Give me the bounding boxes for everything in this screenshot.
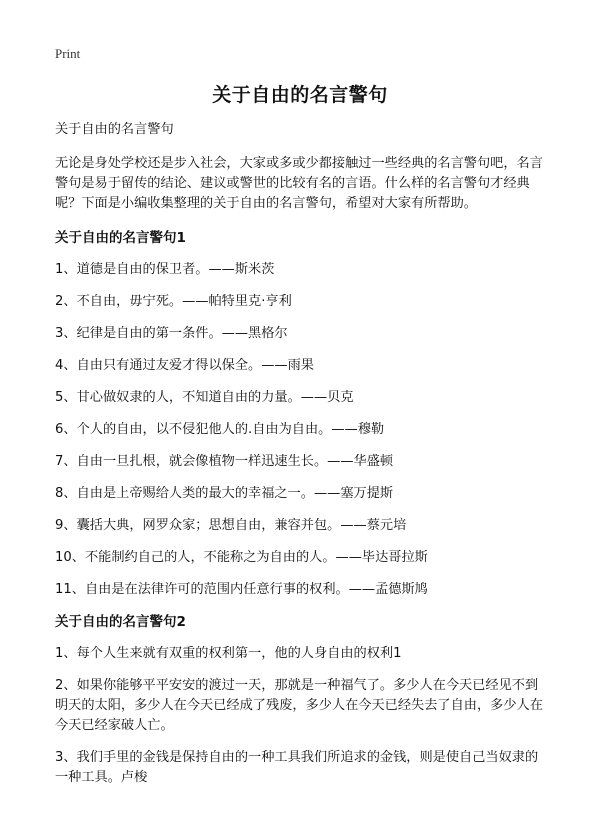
quote-item: 2、不自由，毋宁死。——帕特里克·亨利 (55, 294, 292, 309)
quote-item: 9、囊括大典，网罗众家；思想自由，兼容并包。——蔡元培 (55, 518, 407, 533)
lead-paragraph: 无论是身处学校还是步入社会，大家或多或少都接触过一些经典的名言警句吧，名言警句是易于留传的结论、建议或警世的比较有名的言语。什么样的名言警句才经典呢？下面是小编收集整理的关于自由的名言警句，希望对大家有所帮助。 (55, 156, 543, 211)
section-heading: 关于自由的名言警句1 (55, 230, 186, 246)
quote-item: 1、每个人生来就有双重的权利第一，他的人身自由的权利1 (55, 646, 402, 661)
page-title: 关于自由的名言警句 (212, 84, 388, 106)
section-heading: 关于自由的名言警句2 (55, 614, 186, 630)
quote-list (55, 260, 550, 600)
quote-item: 3、我们手里的金钱是保持自由的一种工具我们所追求的金钱，则是使自己当奴隶的一种工具。卢梭 (55, 750, 539, 785)
print-label: Print (55, 46, 81, 61)
quote-item: 4、自由只有通过友爱才得以保全。——雨果 (55, 358, 314, 373)
quote-item: 5、甘心做奴隶的人，不知道自由的力量。——贝克 (55, 390, 354, 405)
quote-item: 10、不能制约自己的人，不能称之为自由的人。——毕达哥拉斯 (55, 550, 428, 565)
quote-item: 7、自由一旦扎根，就会像植物一样迅速生长。——华盛顿 (55, 454, 394, 469)
quote-item: 11、自由是在法律许可的范围内任意行事的权利。——孟德斯鸠 (55, 582, 428, 597)
quote-item: 3、纪律是自由的第一条件。——黑格尔 (55, 326, 288, 341)
quote-list (55, 644, 550, 788)
quote-item: 6、个人的自由，以不侵犯他人的.自由为自由。——穆勒 (55, 422, 385, 437)
quote-item: 1、道德是自由的保卫者。——斯米茨 (55, 262, 275, 277)
intro-line: 关于自由的名言警句 (55, 122, 174, 137)
quote-item: 2、如果你能够平平安安的渡过一天，那就是一种福气了。多少人在今天已经见不到明天的太阳，多少人在今天已经成了残废，多少人在今天已经失去了自由，多少人在今天已经家破人亡。 (55, 678, 543, 733)
quote-item: 8、自由是上帝赐给人类的最大的幸福之一。——塞万提斯 (55, 486, 394, 501)
document-body (55, 120, 550, 800)
